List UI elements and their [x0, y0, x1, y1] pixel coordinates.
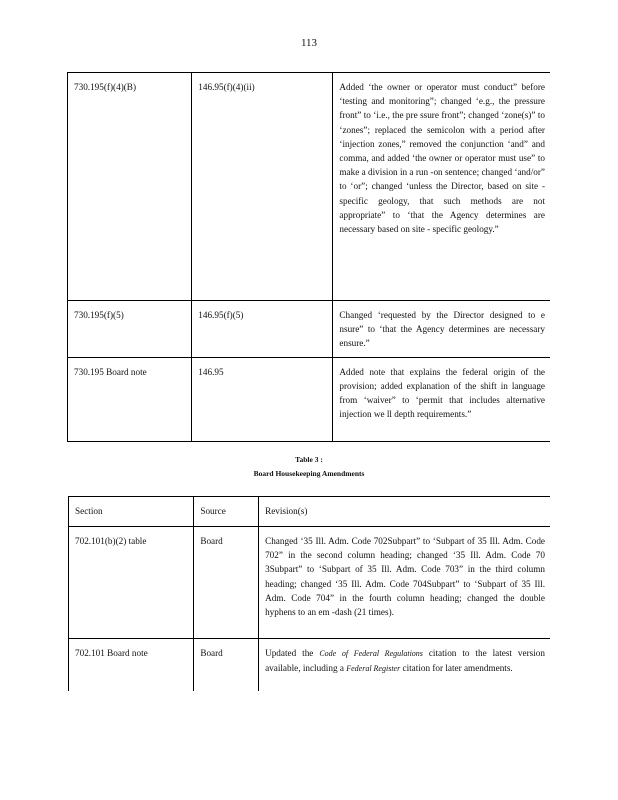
section-cell — [68, 357, 192, 441]
table-caption-title: Board Housekeeping Amendments — [253, 469, 365, 478]
revision-text-part: citation to the latest version available, including a — [265, 648, 545, 674]
revision-italic-title: Code of Federal Regulations — [319, 649, 423, 658]
revision-text-part: Updated the — [265, 648, 320, 658]
table-header-row — [69, 497, 551, 527]
revision-cell — [333, 301, 550, 358]
header-source — [194, 497, 259, 527]
section-cell — [68, 301, 192, 358]
revision-text: Changed ‘35 Ill. Adm. Code 702Subpart” to ‘Subpart of 35 Ill. Adm. Code 702” in the second column heading; changed ‘35 Ill. Adm. Code 70 3Subpart” to ‘Subpart of 35 Ill. Adm. Code 703” in the third column heading; changed ‘35 Ill. Adm. Code 704Subpart” to ‘Subpart of 35 Ill. Adm. Code 704” in the fourth column heading; changed the double hyphens to an em -dash (21 times). — [265, 536, 545, 618]
header-revision-text: Revision(s) — [265, 506, 308, 516]
section-text: 730.195 Board note — [74, 366, 147, 377]
section-text: 730.195(f)(4)(B) — [74, 82, 136, 92]
revision-text: Changed ‘requested by the Director designed to e nsure” to ‘that the Agency determines are necessary ensure.” — [339, 310, 545, 349]
source-text: 146.95(f)(4)(ii) — [198, 82, 255, 92]
page-number: 113 — [300, 37, 318, 49]
section-text: 730.195(f)(5) — [74, 310, 124, 320]
source-cell — [194, 527, 259, 639]
revision-table-continued — [67, 72, 550, 442]
revision-cell — [259, 639, 550, 691]
section-text: 702.101(b)(2) table — [75, 536, 147, 546]
revision-text — [259, 639, 550, 682]
header-source-text: Source — [200, 506, 226, 516]
header-revision — [259, 497, 550, 527]
source-text: 146.95(f)(5) — [198, 310, 244, 320]
source-text: Board — [200, 536, 223, 546]
table-row — [68, 357, 551, 441]
revision-cell — [333, 357, 550, 441]
revision-text-part: citation for later amendments. — [400, 663, 513, 674]
table-row — [68, 301, 551, 358]
table-row — [69, 639, 551, 691]
source-cell — [192, 357, 333, 441]
header-section — [69, 497, 194, 527]
revision-text: Added note that explains the federal origin of the provision; added explanation of the shift in language from ‘waiver” to ‘permit that includes alternative injection we ll depth requirements.” — [339, 366, 545, 420]
section-text: 702.101 Board note — [75, 648, 148, 658]
revision-cell — [333, 73, 550, 301]
section-cell — [68, 73, 192, 301]
table-row — [69, 527, 551, 639]
revision-italic-title: Federal Register — [346, 664, 401, 674]
section-cell — [69, 527, 194, 639]
header-section-text: Section — [75, 506, 103, 516]
source-text: 146.95 — [198, 366, 224, 377]
table-caption-number: Table 3 : — [295, 455, 323, 464]
source-cell — [192, 301, 333, 358]
section-cell — [69, 639, 194, 691]
source-cell — [192, 73, 333, 301]
housekeeping-amendments-table — [68, 496, 550, 691]
table-row — [68, 73, 551, 301]
revision-text: Added ‘the owner or operator must conduct” before ‘testing and monitoring”; changed ‘e.g., the pressure front” to ‘i.e., the pre ssure front”; changed ‘zone(s)” to ‘zones”; replaced the semicolon with a period after ‘injection zones,” removed the conjunction ‘and” and comma, and added ‘the owner or operator must use” to make a division in a run -on sentence; changed ‘and/or” to ‘or”; changed ‘unless the Director, based on site -specific geology, that such methods are not appropriate” to ‘that the Agency determines are necessary based on site - specific geology.” — [339, 82, 545, 235]
revision-cell — [259, 527, 550, 639]
source-text: Board — [200, 648, 223, 658]
source-cell — [194, 639, 259, 691]
